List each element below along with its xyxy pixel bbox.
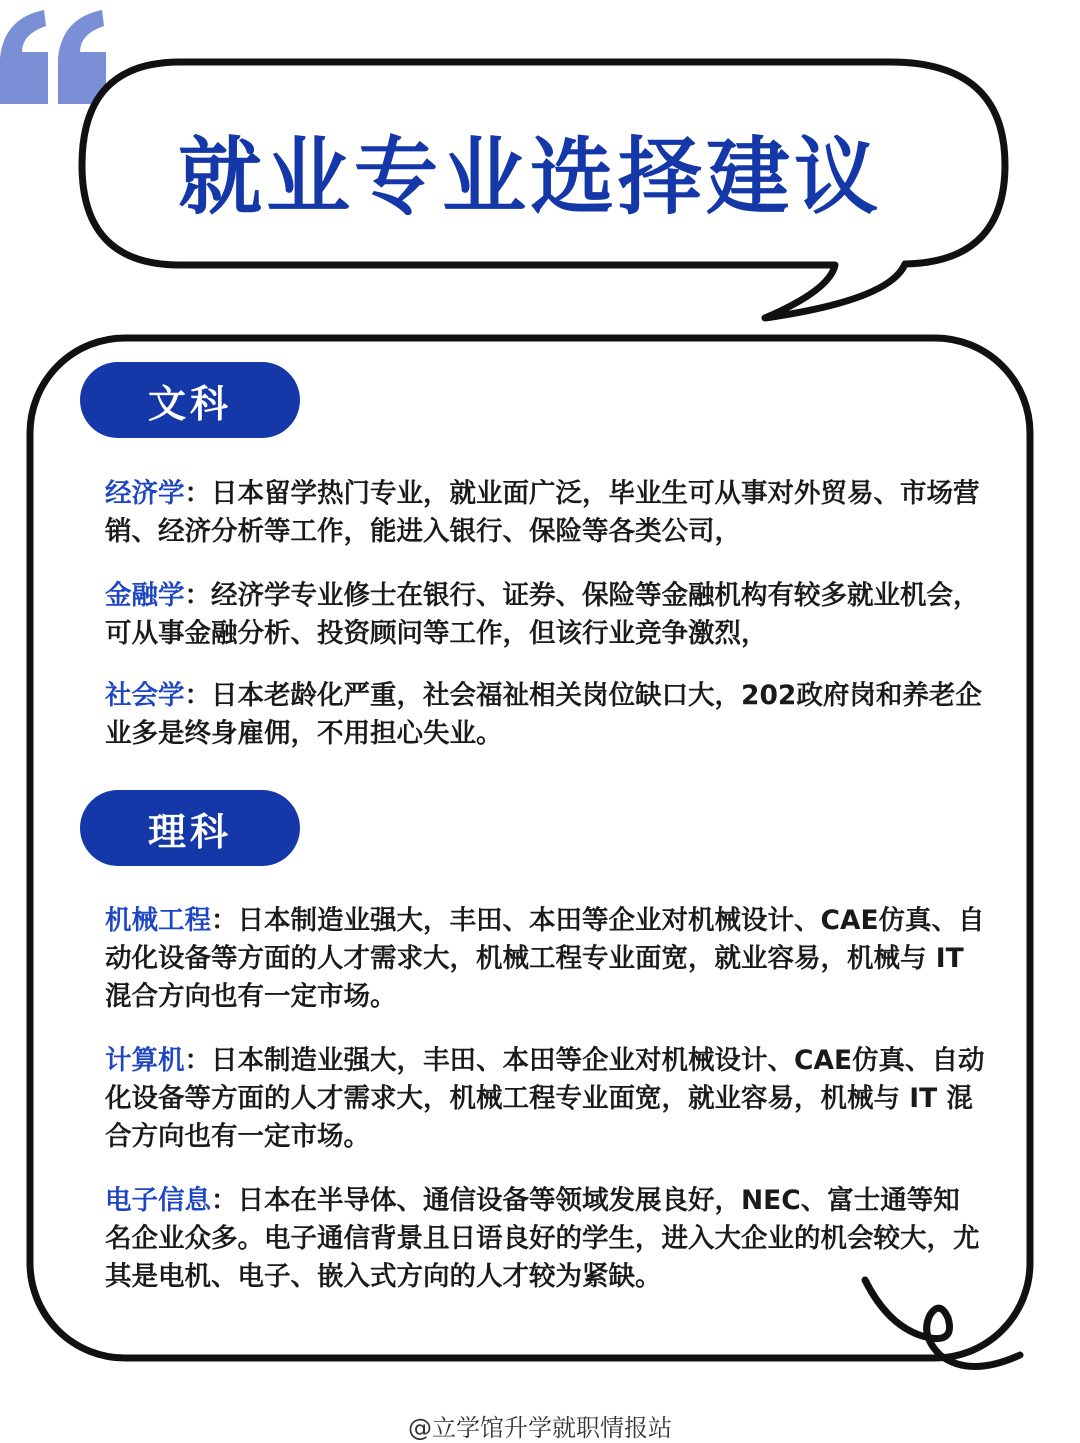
term-colon: ： bbox=[211, 905, 238, 936]
term-description: 日本在半导体、通信设备等领域发展良好，NEC、富士通等知名企业众多。电子通信背景且日语良好的学生，进入大企业的机会较大，尤其是电机、电子、嵌入式方向的人才较为紧缺。 bbox=[105, 1185, 980, 1292]
term-label: 经济学 bbox=[105, 478, 185, 509]
term-label: 电子信息 bbox=[105, 1185, 211, 1216]
term-description: 日本制造业强大，丰田、本田等企业对机械设计、CAE仿真、自动化设备等方面的人才需求大，机械工程专业面宽，就业容易，机械与 IT 混合方向也有一定市场。 bbox=[105, 1045, 985, 1152]
list-item-electronic-information bbox=[105, 1182, 985, 1296]
term-label: 计算机 bbox=[105, 1045, 185, 1076]
list-item-economics bbox=[105, 475, 985, 551]
list-item-computer-science bbox=[105, 1042, 985, 1156]
term-description: 经济学专业修士在银行、证券、保险等金融机构有较多就业机会，可从事金融分析、投资顾问等工作，但该行业竞争激烈， bbox=[105, 580, 980, 649]
list-item-sociology bbox=[105, 677, 985, 753]
page-title: 就业专业选择建议 bbox=[177, 127, 882, 226]
watermark: @立学馆升学就职情报站 bbox=[408, 1414, 672, 1442]
term-label: 机械工程 bbox=[105, 905, 211, 936]
term-colon: ： bbox=[184, 1045, 211, 1076]
term-label: 金融学 bbox=[105, 580, 185, 611]
term-description: 日本留学热门专业，就业面广泛，毕业生可从事对外贸易、市场营销、经济分析等工作，能进入银行、保险等各类公司， bbox=[105, 478, 980, 547]
swirl-decoration-icon bbox=[860, 1260, 1030, 1380]
term-description: 日本制造业强大，丰田、本田等企业对机械设计、CAE仿真、自动化设备等方面的人才需求大，机械工程专业面宽，就业容易，机械与 IT 混合方向也有一定市场。 bbox=[105, 905, 985, 1012]
section-label-science: 理科 bbox=[80, 790, 300, 866]
term-colon: ： bbox=[184, 580, 211, 611]
term-colon: ： bbox=[211, 1185, 238, 1216]
term-colon: ： bbox=[184, 478, 211, 509]
term-label: 社会学 bbox=[105, 680, 185, 711]
section-label-humanities: 文科 bbox=[80, 362, 300, 438]
list-item-finance bbox=[105, 577, 985, 653]
term-description: 日本老龄化严重，社会福祉相关岗位缺口大，202政府岗和养老企业多是终身雇佣，不用担心失业。 bbox=[105, 680, 982, 749]
term-colon: ： bbox=[184, 680, 211, 711]
list-item-mechanical-engineering bbox=[105, 902, 985, 1016]
